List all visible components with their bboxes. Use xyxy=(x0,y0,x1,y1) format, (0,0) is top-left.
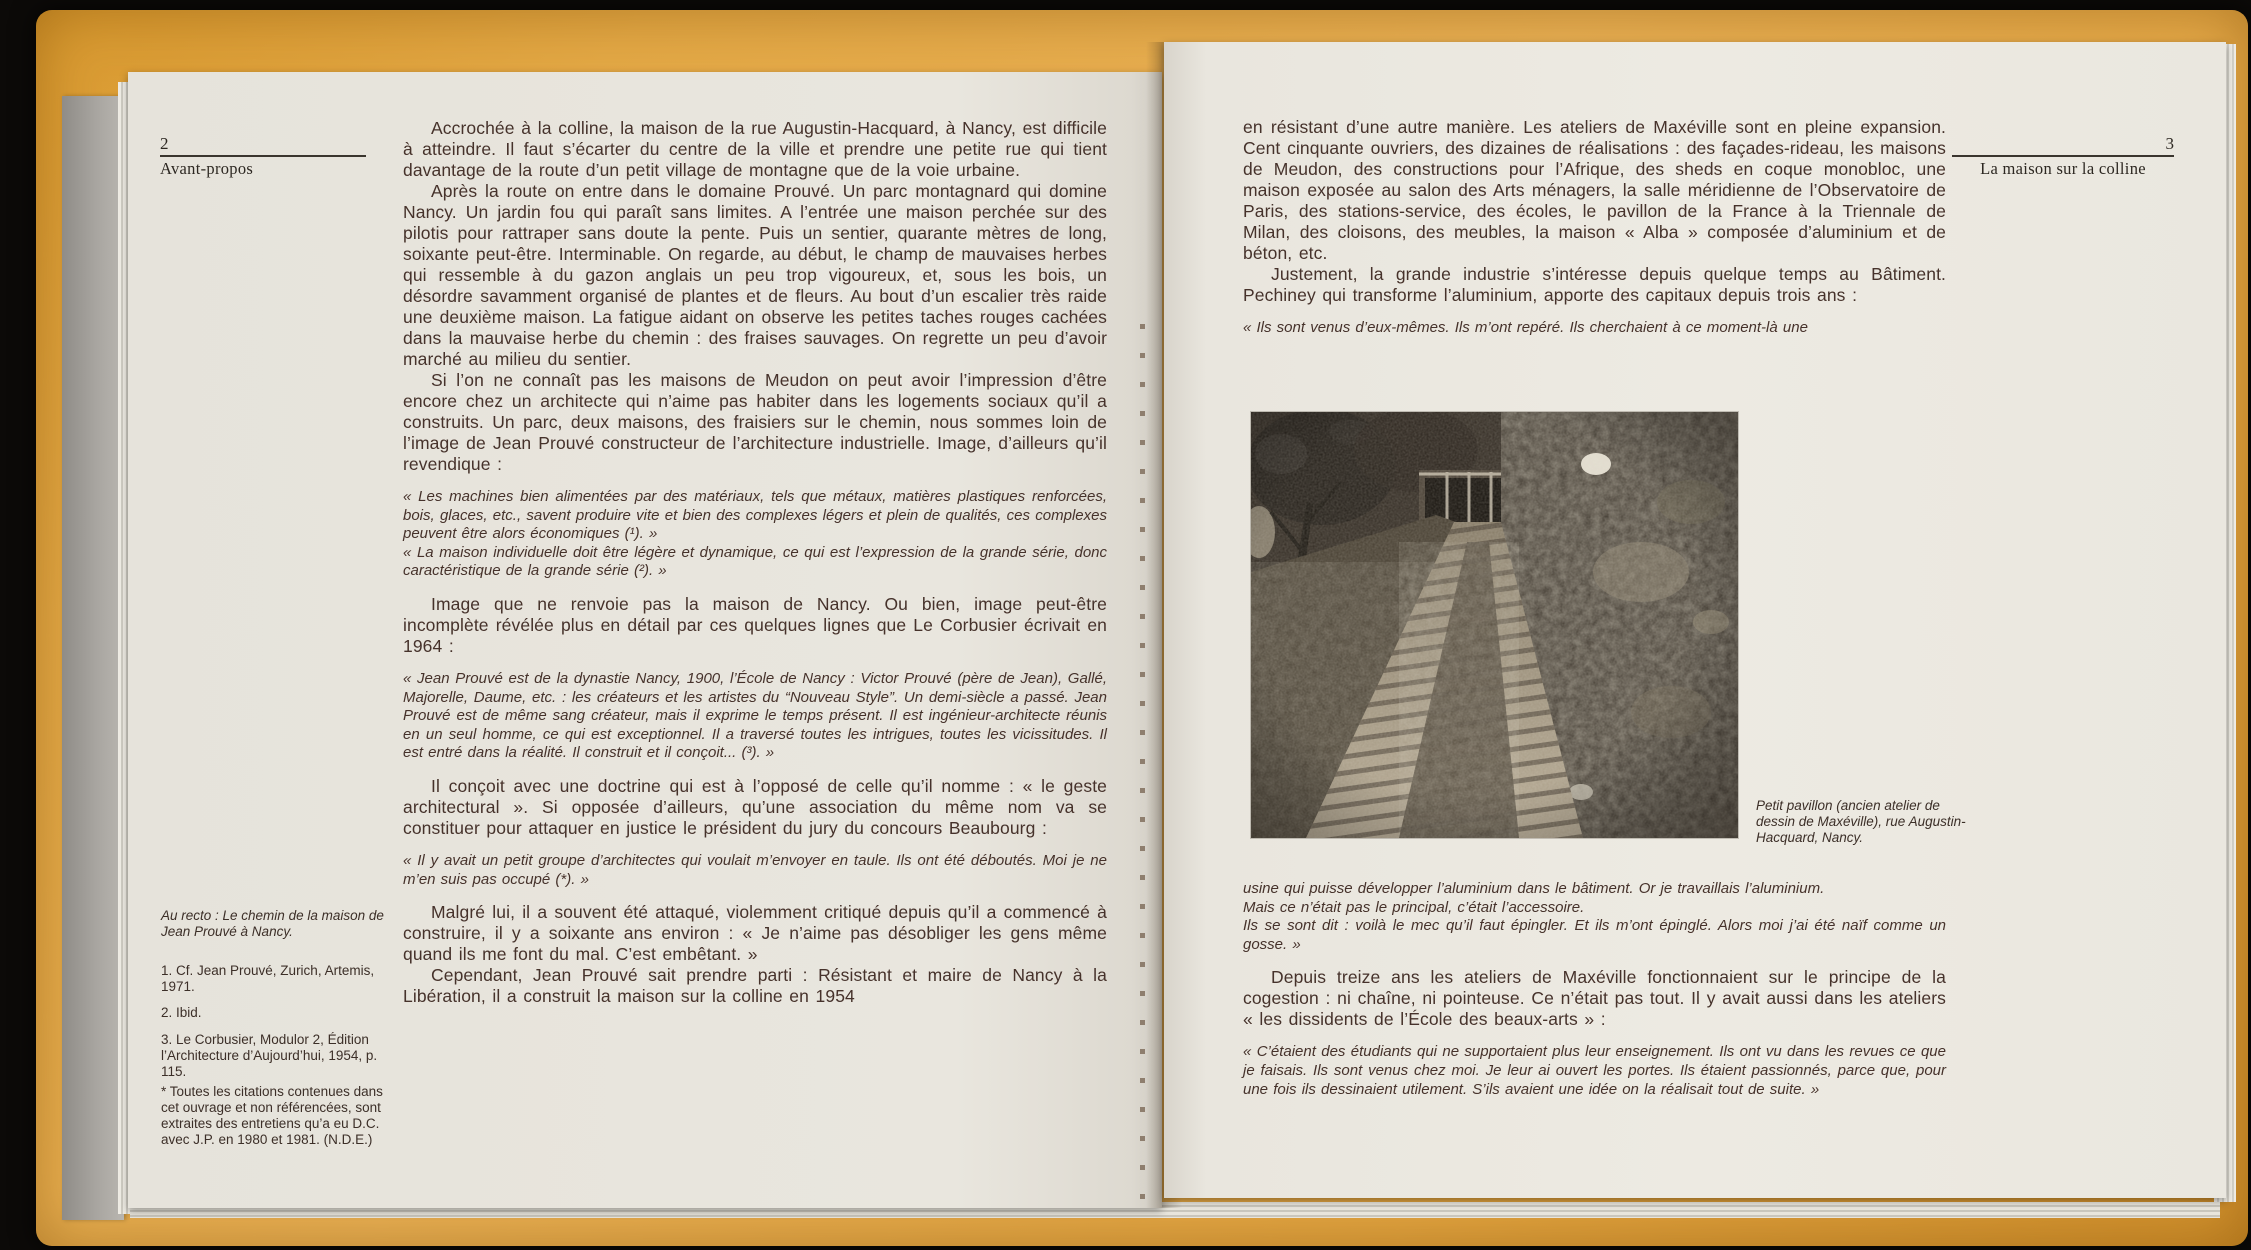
margin-note-1: 1. Cf. Jean Prouvé, Zurich, Artemis, 1971. xyxy=(161,963,375,994)
paragraph: Image que ne renvoie pas la maison de Nancy. Ou bien, image peut-être incomplète révélée plus en détail par ces quelques lignes que Le Corbusier écrivait en 1964 : xyxy=(403,593,1107,656)
right-page xyxy=(1164,42,2226,1198)
right-page-number: 3 xyxy=(2165,134,2174,153)
left-body-column xyxy=(403,118,1107,1007)
right-page-header xyxy=(1952,134,2174,179)
quote-paragraph: « Ils sont venus d’eux-mêmes. Ils m’ont repéré. Ils cherchaient à ce moment-là une xyxy=(1243,319,1808,336)
quote-paragraph: Ils se sont dit : voilà le mec qu’il faut épingler. Et ils m’ont épinglé. Alors moi j’ai été naïf comme un gosse. » xyxy=(1243,917,1946,953)
left-page-number: 2 xyxy=(160,134,169,153)
margin-note-recto: Au recto : Le chemin de la maison de Jean Prouvé à Nancy. xyxy=(161,908,384,939)
paragraph: Cependant, Jean Prouvé sait prendre parti : Résistant et maire de Nancy à la Libération, il a construit la maison sur la colline en 1954 xyxy=(403,965,1107,1007)
quote-paragraph: usine qui puisse développer l’aluminium dans le bâtiment. Or je travaillais l’aluminium. xyxy=(1243,880,1825,897)
quote-paragraph: « Les machines bien alimentées par des matériaux, tels que métaux, matières plastiques renforcées, bois, glaces, etc., savent produire vite et bien des complexes légers et plein de qualités, ces complexes peuvent être alors économiques (¹). » xyxy=(403,488,1107,543)
margin-note-2: 2. Ibid. xyxy=(161,1005,202,1020)
quote-paragraph: « La maison individuelle doit être légère et dynamique, ce qui est l’expression de la grande série, donc caractéristique de la grande série (²). » xyxy=(403,543,1107,580)
cover-board-edge xyxy=(62,96,124,1220)
right-body-top xyxy=(1243,117,1946,338)
paragraph: Si l’on ne connaît pas les maisons de Meudon on peut avoir l’impression d’être encore chez un architecte qui n’aime pas habiter dans les logements sociaux qu’il a construits. Un parc, deux maisons, des fraisiers sur le chemin, nous sommes loin de l’image de Jean Prouvé constructeur de l’architecture industrielle. Image, d’ailleurs qu’il revendique : xyxy=(403,370,1107,474)
quote-paragraph: « Il y avait un petit groupe d’architectes qui voulait m’envoyer en taule. Ils ont été déboutés. Moi je ne m’en suis pas occupé (*). » xyxy=(403,851,1107,888)
paragraph: Accrochée à la colline, la maison de la rue Augustin-Hacquard, à Nancy, est difficile à atteindre. Il faut s’écarter du centre de la ville et prendre une petite rue qui tient davantage de la route d’un petit village de montagne que de la voie urbaine. xyxy=(403,118,1107,180)
left-page xyxy=(128,72,1162,1208)
quote-paragraph: « Jean Prouvé est de la dynastie Nancy, 1900, l’École de Nancy : Victor Prouvé (père de Jean), Gallé, Majorelle, Daume, etc. : les créateurs et les artistes du “Nouveau Style”. Un demi-siècle a passé. Jean Prouvé est de même sang créateur, mais il exprime le temps présent. Il est ingénieur-architecte réunis en un seul homme, ce qui est exceptionnel. Il a traversé toutes les intrigues, toutes les vicissitudes. Il est entré dans la réalité. Il construit et il conçoit... (³). » xyxy=(403,669,1107,762)
header-rule xyxy=(1952,155,2174,157)
margin-note-3: 3. Le Corbusier, Modulor 2, Édition l’Architecture d’Aujourd’hui, 1954, p. 115. xyxy=(161,1032,378,1079)
paragraph: Après la route on entre dans le domaine Prouvé. Un parc montagnard qui domine Nancy. Un jardin fou qui paraît sans limites. A l’entrée une maison perchée sur des pilotis pour rattraper sans doute la pente. Puis un sentier, quarante mètres de long, soixante peut-être. Interminable. On regarde, au début, le champ de mauvaises herbes qui ressemble à du gazon anglais un peu trop vigoureux, et, sous les bois, un désordre savamment organisé de plantes et de fleurs. Au bout d’un escalier très raide une deuxième maison. La fatigue aidant on observe les petites taches rouges cachées dans la mauvaise herbe du chemin : des fraises sauvages. On regrette un peu d’avoir marché au milieu du sentier. xyxy=(403,181,1107,369)
margin-note-star: * Toutes les citations contenues dans cet ouvrage et non référencées, sont extraites des entretiens qu’a eu D.C. avec J.P. en 1980 et 1981. (N.D.E.) xyxy=(161,1084,383,1147)
photo-illustration xyxy=(1251,412,1738,838)
paragraph: Depuis treize ans les ateliers de Maxéville fonctionnaient sur le principe de la cogestion : ni chaîne, ni pointeuse. Ce n’était pas tout. Il y avait aussi dans les ateliers « les dissidents de l’École des beaux-arts » : xyxy=(1243,967,1946,1030)
paragraph: Justement, la grande industrie s’intéresse depuis quelque temps au Bâtiment. Pechiney qui transforme l’aluminium, apporte des capitaux depuis trois ans : xyxy=(1243,264,1946,305)
binding-stitches xyxy=(1140,300,1145,1200)
paragraph: Il conçoit avec une doctrine qui est à l’opposé de celle qu’il nomme : « le geste architectural ». Si opposée d’ailleurs, qu’une association du même nom va se constituer pour attaquer en justice le président du jury du concours Beaubourg : xyxy=(403,775,1107,838)
quote-paragraph: Mais ce n’était pas le principal, c’était l’accessoire. xyxy=(1243,898,1585,916)
quote-paragraph: « C’étaient des étudiants qui ne supportaient plus leur enseignement. Ils ont vu dans les revues ce que je faisais. Ils sont venus chez moi. Je leur ai ouvert les portes. Ils étaient passionnés, parce que, pour une fois ils dessinaient utilement. S’ils avaient une idée on la réalisait tout de suite. » xyxy=(1243,1043,1946,1098)
right-section-title: La maison sur la colline xyxy=(1980,158,2146,178)
photo-caption: Petit pavillon (ancien atelier de dessin de Maxéville), rue Augustin-Hacquard, Nancy. xyxy=(1756,798,1966,845)
header-rule xyxy=(160,155,366,157)
garden-path-photo xyxy=(1251,412,1738,838)
right-body-bottom xyxy=(1243,880,1946,1099)
left-section-title: Avant-propos xyxy=(160,158,254,178)
paragraph: Malgré lui, il a souvent été attaqué, violemment critiqué depuis qu’il a commencé à construire, il y a soixante ans environ : « Je n’aime pas désobliger les gens même quand ils me font du mal. C’est embêtant. » xyxy=(403,902,1107,965)
paragraph: en résistant d’une autre manière. Les ateliers de Maxéville sont en pleine expansion. Cent cinquante ouvriers, des dizaines de réalisations : des façades-rideau, les maisons de Meudon, des constructions pour l’Afrique, des sheds en coque monobloc, une maison exposée au salon des Arts ménagers, la salle méridienne de l’Observatoire de Paris, des stations-service, des écoles, le pavillon de la France à la Triennale de Milan, des cloisons, des meubles, la maison « Alba » composée d’aluminium et de béton, etc. xyxy=(1243,117,1946,263)
left-page-header xyxy=(160,134,366,179)
